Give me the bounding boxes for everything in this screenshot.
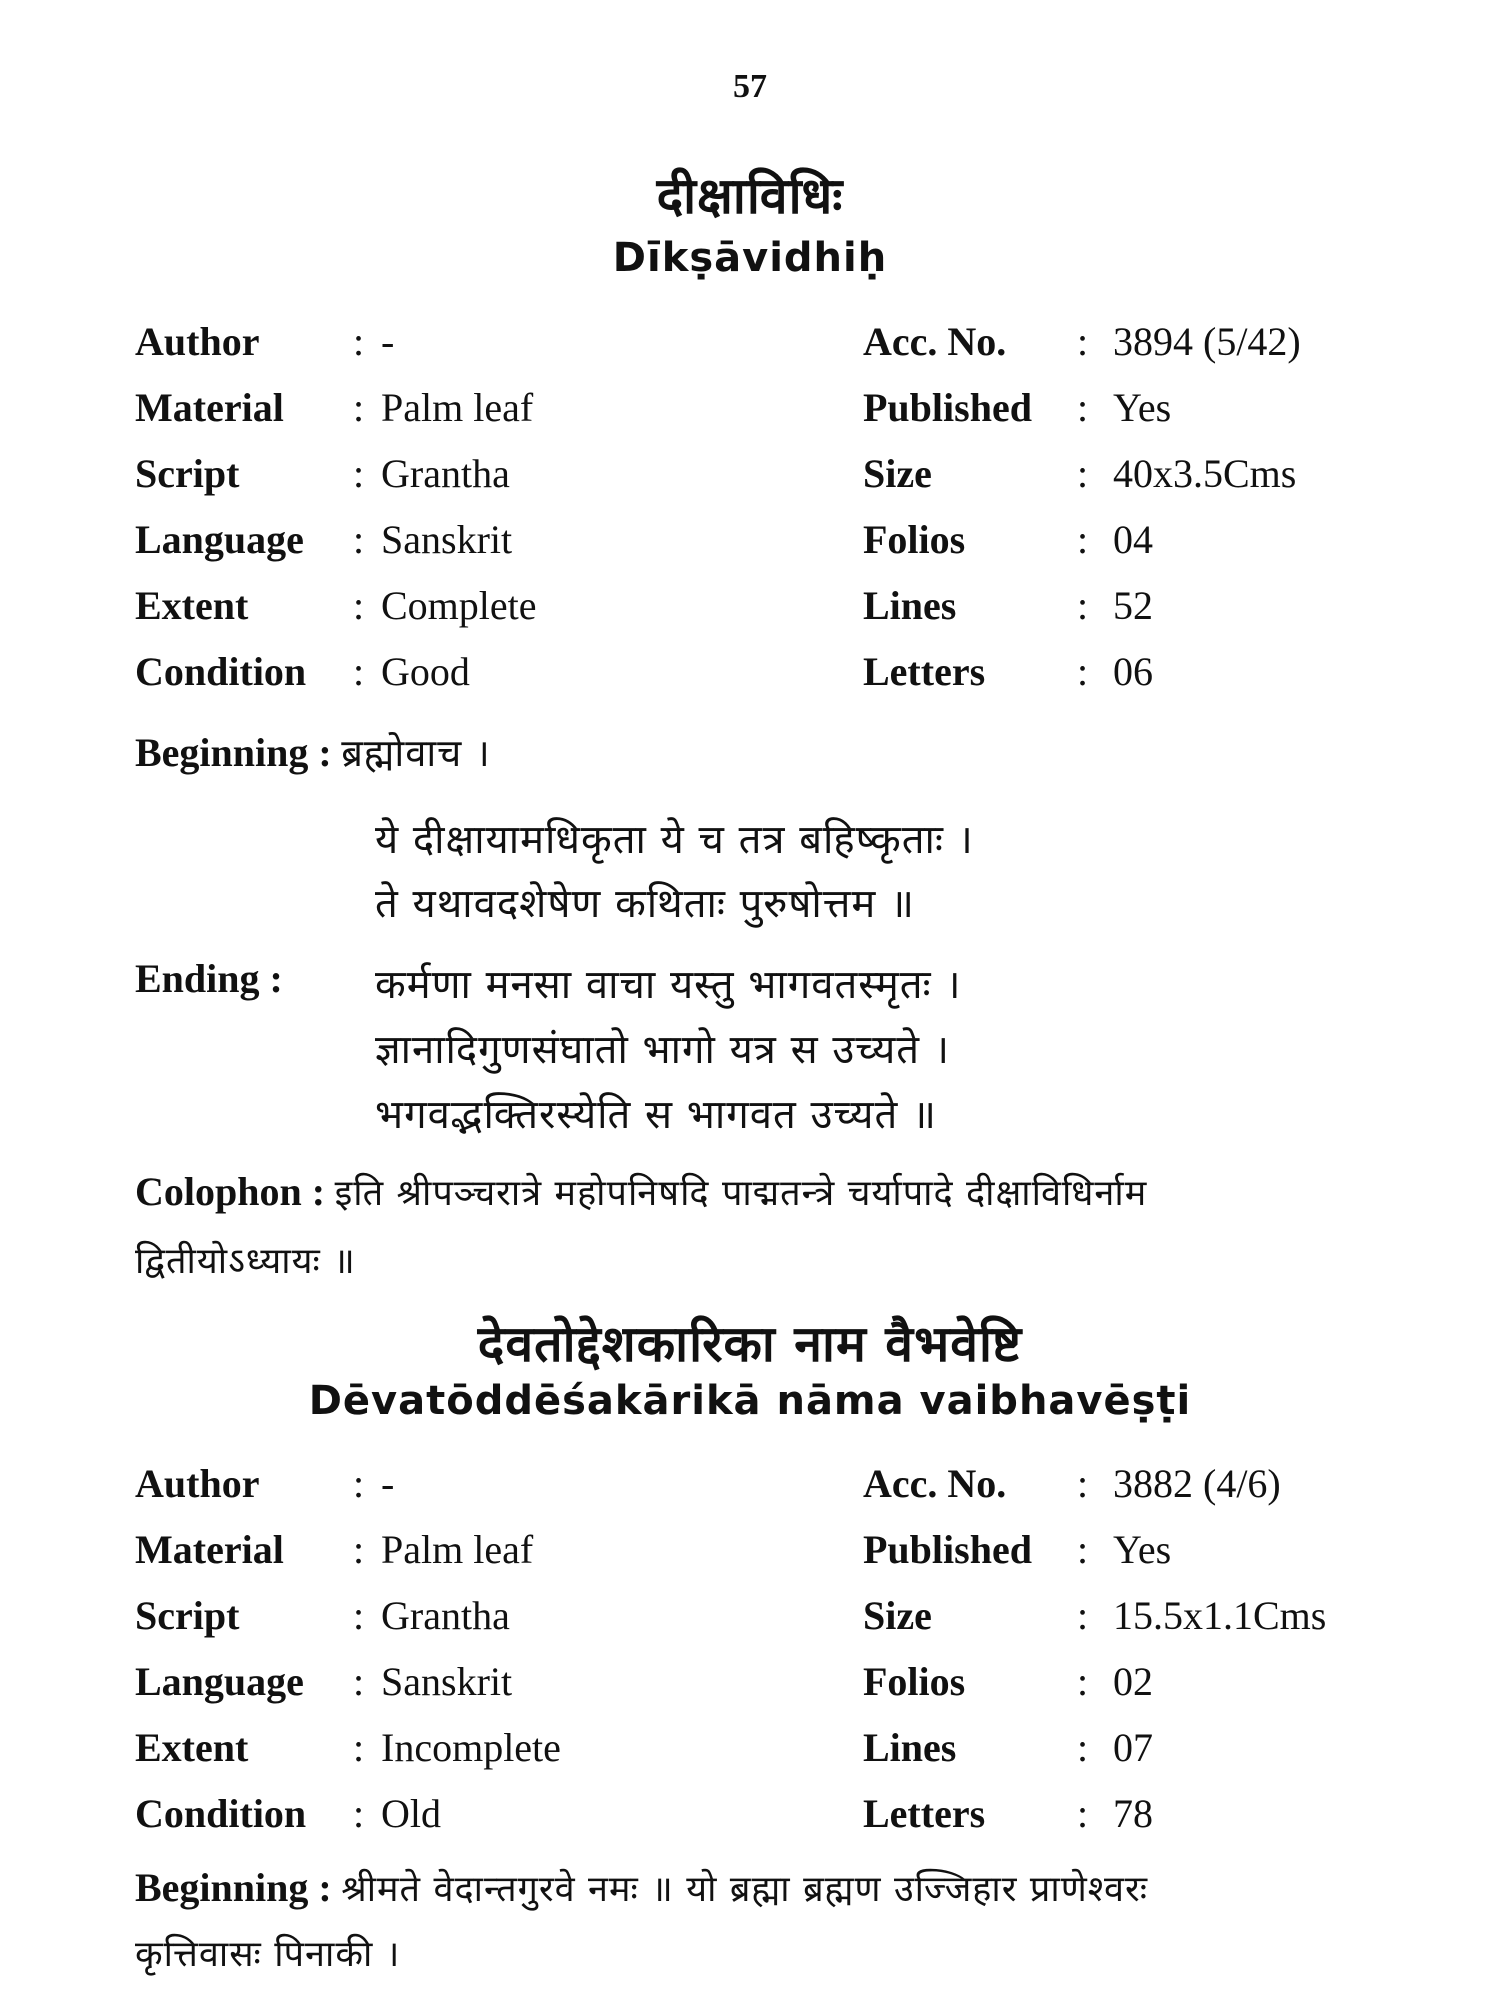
page-number: 57 bbox=[733, 68, 767, 105]
metadata-row: Language : Sanskrit Folios : 04 bbox=[135, 517, 1153, 562]
entry-1-title-roman: Dīkṣāvidhiḥ bbox=[612, 235, 888, 281]
entry-1-metadata bbox=[135, 318, 1385, 714]
entry-2-title-roman: Dēvatōddēśakārikā nāma vaibhavēṣṭi bbox=[308, 1378, 1192, 1424]
author-label: Author bbox=[135, 319, 260, 364]
size-value: 15.5x1.1Cms bbox=[1113, 1593, 1327, 1638]
lines-value: 52 bbox=[1113, 583, 1153, 628]
language-label: Language bbox=[135, 517, 304, 562]
entry-1-title-devanagari: दीक्षाविधिः bbox=[656, 167, 844, 225]
metadata-row: Author : - Acc. No. : 3882 (4/6) bbox=[135, 1461, 1281, 1506]
metadata-row: Language : Sanskrit Folios : 02 bbox=[135, 1659, 1153, 1704]
published-value: Yes bbox=[1113, 1527, 1172, 1572]
beginning-text: श्रीमते वेदान्तगुरवे नमः ॥ यो ब्रह्मा ब्रह्मण उज्जिहार प्राणेश्वरः bbox=[341, 1869, 1149, 1910]
author-value: - bbox=[381, 1461, 395, 1506]
beginning-verse-line: ते यथावदशेषेण कथिताः पुरुषोत्तम ॥ bbox=[375, 881, 916, 927]
condition-value: Good bbox=[381, 649, 470, 694]
colophon-label: Colophon : bbox=[135, 1169, 326, 1214]
folios-label: Folios bbox=[863, 1659, 966, 1704]
entry-1-colophon bbox=[135, 1167, 1415, 1216]
metadata-row: Material : Palm leaf Published : Yes bbox=[135, 1527, 1172, 1572]
condition-label: Condition bbox=[135, 649, 307, 694]
letters-value: 06 bbox=[1113, 649, 1153, 694]
language-value: Sanskrit bbox=[381, 517, 513, 562]
letters-label: Letters bbox=[863, 649, 986, 694]
metadata-row: Script : Grantha Size : 40x3.5Cms bbox=[135, 451, 1297, 496]
language-value: Sanskrit bbox=[381, 1659, 513, 1704]
beginning-continuation: कृत्तिवासः पिनाकी । bbox=[135, 1934, 401, 1975]
colophon-continuation: द्वितीयोऽध्यायः ॥ bbox=[135, 1241, 356, 1282]
metadata-row: Author : - Acc. No. : 3894 (5/42) bbox=[135, 319, 1301, 364]
lines-label: Lines bbox=[863, 583, 957, 628]
extent-value: Incomplete bbox=[381, 1725, 561, 1770]
ending-verse-line: कर्मणा मनसा वाचा यस्तु भागवतस्मृतः । bbox=[375, 962, 962, 1008]
acc-no-value: 3882 (4/6) bbox=[1113, 1461, 1281, 1506]
metadata-row: Script : Grantha Size : 15.5x1.1Cms bbox=[135, 1593, 1327, 1638]
extent-value: Complete bbox=[381, 583, 537, 628]
metadata-row: Condition : Good Letters : 06 bbox=[135, 649, 1153, 694]
beginning-label: Beginning : bbox=[135, 1865, 332, 1910]
script-label: Script bbox=[135, 1593, 240, 1638]
lines-value: 07 bbox=[1113, 1725, 1153, 1770]
ending-verse-line: ज्ञानादिगुणसंघातो भागो यत्र स उच्यते । bbox=[375, 1027, 950, 1073]
beginning-text: ब्रह्मोवाच । bbox=[341, 731, 491, 775]
entry-2-beginning bbox=[135, 1863, 1415, 1912]
extent-label: Extent bbox=[135, 583, 249, 628]
acc-no-value: 3894 (5/42) bbox=[1113, 319, 1301, 364]
language-label: Language bbox=[135, 1659, 304, 1704]
entry-2-metadata bbox=[135, 1460, 1385, 1856]
size-value: 40x3.5Cms bbox=[1113, 451, 1297, 496]
author-value: - bbox=[381, 319, 395, 364]
script-label: Script bbox=[135, 451, 240, 496]
condition-value: Old bbox=[381, 1791, 441, 1836]
size-label: Size bbox=[863, 1593, 932, 1638]
published-value: Yes bbox=[1113, 385, 1172, 430]
beginning-label: Beginning : bbox=[135, 730, 332, 775]
size-label: Size bbox=[863, 451, 932, 496]
script-value: Grantha bbox=[381, 451, 510, 496]
author-label: Author bbox=[135, 1461, 260, 1506]
extent-label: Extent bbox=[135, 1725, 249, 1770]
colophon-text: इति श्रीपञ्चरात्रे महोपनिषदि पाद्मतन्त्रे चर्यापादे दीक्षाविधिर्नाम bbox=[334, 1173, 1148, 1214]
ending-verse-line: भगवद्भक्तिरस्येति स भागवत उच्यते ॥ bbox=[375, 1092, 937, 1138]
acc-no-label: Acc. No. bbox=[863, 1461, 1007, 1506]
letters-label: Letters bbox=[863, 1791, 986, 1836]
material-value: Palm leaf bbox=[381, 385, 534, 430]
ending-label: Ending : bbox=[135, 956, 283, 1001]
folios-value: 04 bbox=[1113, 517, 1153, 562]
letters-value: 78 bbox=[1113, 1791, 1153, 1836]
condition-label: Condition bbox=[135, 1791, 307, 1836]
entry-2-title-devanagari: देवतोद्देशकारिका नाम वैभवेष्टि bbox=[477, 1315, 1023, 1373]
metadata-row: Condition : Old Letters : 78 bbox=[135, 1791, 1153, 1836]
material-label: Material bbox=[135, 385, 284, 430]
metadata-row: Extent : Complete Lines : 52 bbox=[135, 583, 1153, 628]
published-label: Published bbox=[863, 385, 1032, 430]
lines-label: Lines bbox=[863, 1725, 957, 1770]
folios-label: Folios bbox=[863, 517, 966, 562]
acc-no-label: Acc. No. bbox=[863, 319, 1007, 364]
published-label: Published bbox=[863, 1527, 1032, 1572]
material-value: Palm leaf bbox=[381, 1527, 534, 1572]
beginning-verse-line: ये दीक्षायामधिकृता ये च तत्र बहिष्कृताः । bbox=[375, 817, 974, 863]
metadata-row: Material : Palm leaf Published : Yes bbox=[135, 385, 1172, 430]
entry-1-beginning bbox=[135, 726, 1415, 778]
script-value: Grantha bbox=[381, 1593, 510, 1638]
folios-value: 02 bbox=[1113, 1659, 1153, 1704]
metadata-row: Extent : Incomplete Lines : 07 bbox=[135, 1725, 1153, 1770]
material-label: Material bbox=[135, 1527, 284, 1572]
